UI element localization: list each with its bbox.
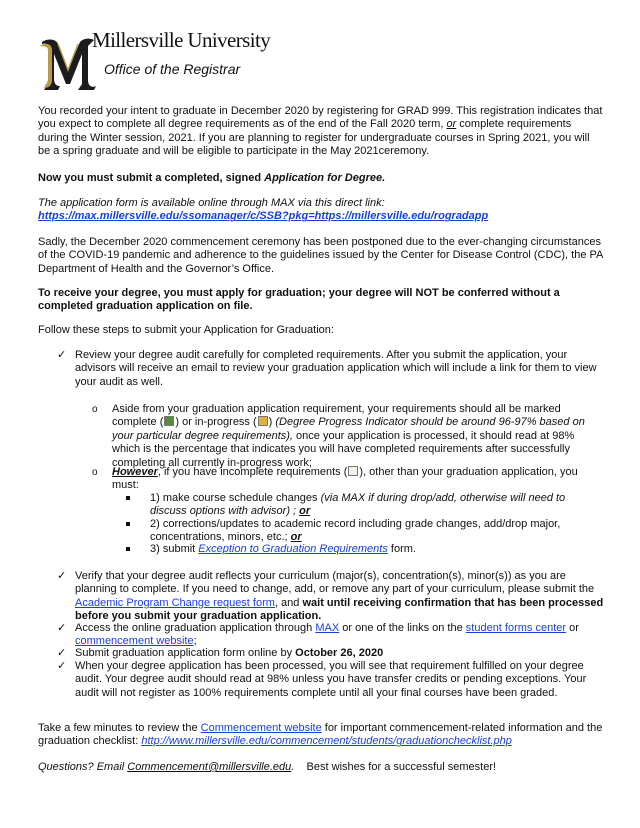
step-access-text-b: or one of the links on the xyxy=(339,622,466,634)
square-bullet-icon xyxy=(126,547,130,551)
checkmark-icon: ✓ xyxy=(57,622,67,634)
step-access-application xyxy=(57,622,605,649)
square-bullet-icon xyxy=(126,522,130,526)
option-schedule-changes xyxy=(150,492,600,519)
sub1-text-b: ) or in-progress ( xyxy=(175,416,257,429)
exception-form-link[interactable]: Exception to Graduation Requirements xyxy=(198,543,388,555)
university-name: Millersville University xyxy=(92,28,271,52)
option2-text: 2) corrections/updates to academic record including grade changes, add/drop major, concentrations, minors, etc.; xyxy=(150,518,561,544)
sub-item-incomplete xyxy=(92,466,605,493)
sub-item-requirements-complete xyxy=(92,403,605,470)
option2-or: or xyxy=(290,531,302,544)
submit-paragraph xyxy=(38,172,604,185)
intent-or: or xyxy=(446,118,457,131)
option-record-corrections xyxy=(150,518,600,545)
intent-text-b: complete requirements during the Winter session, 2021. If you are planning to register for undergraduate courses in Spring 2021, you will be a spring graduate and will be eligible to participate in the May 2021ceremony. xyxy=(38,118,590,158)
sub2-text-a: , if you have incomplete requirements ( xyxy=(157,466,348,478)
option1-note: (via MAX if during drop/add, otherwise will need to discuss options with advisor) ; xyxy=(150,492,566,518)
step-verify-text-a: Verify that your degree audit reflects your curriculum (major(s), concentration(s), minor(s)) as you are planning to complete. If you need to change, add, or remove any part of your curriculum, please submit the xyxy=(75,570,595,596)
commencement-email-link[interactable]: Commencement@millersville.edu xyxy=(127,761,292,773)
step-submit-deadline xyxy=(57,647,605,660)
checkmark-icon: ✓ xyxy=(57,647,67,659)
step-verify-wait-note: wait until receiving confirmation that has been processed before you submit your graduation application. xyxy=(75,596,604,623)
intent-paragraph xyxy=(38,105,604,159)
questions-period: . xyxy=(291,761,295,773)
option1-or: or xyxy=(299,505,311,518)
circle-bullet-icon: o xyxy=(92,404,98,415)
step-processed-text: When your degree application has been processed, you will see that requirement fulfilled on your degree audit. Your degree audit should read at 98% unless you have transfer credits or pending exceptions. Your audit will not register as 100% requirements complete until all your final courses have been graded. xyxy=(75,660,587,699)
step-verify-text-b: , and xyxy=(274,596,303,609)
step-review-audit xyxy=(57,349,605,389)
application-direct-link[interactable]: https://max.millersville.edu/ssomanager/c/SSB?pkg=https://millersville.edu/rogradapp xyxy=(38,210,489,223)
submit-deadline-date: October 26, 2020 xyxy=(295,647,384,659)
step-processed xyxy=(57,660,605,700)
option-exception-form xyxy=(150,543,600,556)
step-submit-text: Submit graduation application form online by xyxy=(75,647,296,659)
office-name: Office of the Registrar xyxy=(104,61,241,77)
university-logo-icon xyxy=(38,36,100,92)
submit-text: Now you must submit a completed, signed xyxy=(38,172,265,184)
follow-steps-paragraph: Follow these steps to submit your Application for Graduation: xyxy=(38,324,334,336)
commencement-info-paragraph xyxy=(38,722,604,749)
postponed-paragraph: Sadly, the December 2020 commencement ceremony has been postponed due to the ever-changing circumstances of the COVID-19 pandemic and adherence to the guidelines issued by the Center for Disease Control (CDC), the PA Department of Health and the Governor’s Office. xyxy=(38,236,603,275)
incomplete-box-icon xyxy=(348,466,358,476)
sub1-text-c: ) xyxy=(268,416,276,429)
student-forms-center-link[interactable]: student forms center xyxy=(465,622,567,634)
commencement-website-link-2[interactable]: Commencement website xyxy=(200,722,322,734)
max-link[interactable]: MAX xyxy=(315,622,340,634)
commencement-website-link[interactable]: commencement website xyxy=(75,635,194,648)
intent-text-a: You recorded your intent to graduate in December 2020 by registering for GRAD 999. This registration indicates that you expect to complete all degree requirements as of the end of the Fall 2020 term, xyxy=(38,105,603,131)
sub1-progress-note: (Degree Progress Indicator should be around 96-97% based on your particular degree requirements), xyxy=(112,416,585,442)
in-progress-icon xyxy=(258,416,268,426)
step-review-audit-text: Review your degree audit carefully for completed requirements. After you submit the application, your advisors will receive an email to review your graduation application which will include a link for them to view your audit as well. xyxy=(75,349,597,388)
option3-text-a: 3) submit xyxy=(150,543,199,555)
program-change-form-link[interactable]: Academic Program Change request form xyxy=(75,596,275,609)
degree-warning-paragraph: To receive your degree, you must apply for graduation; your degree will NOT be conferred without a completed graduation application on file. xyxy=(38,287,560,313)
checkmark-icon: ✓ xyxy=(57,349,67,361)
graduation-checklist-link[interactable]: http://www.millersville.edu/commencement/students/graduationchecklist.php xyxy=(141,735,512,748)
sub1-text-a: Aside from your graduation application requirement, your requirements should all be marked complete ( xyxy=(112,403,561,429)
closing-text-b: for important commencement-related information and the graduation checklist: xyxy=(38,722,603,748)
closing-text-a: Take a few minutes to review the xyxy=(38,722,201,734)
questions-paragraph xyxy=(38,761,604,774)
best-wishes-text: Best wishes for a successful semester! xyxy=(294,761,497,773)
step-verify-curriculum xyxy=(57,570,605,624)
complete-check-icon xyxy=(164,416,174,426)
step-access-text-a: Access the online graduation application through xyxy=(75,622,316,634)
square-bullet-icon xyxy=(126,496,130,500)
however-label: However xyxy=(112,466,158,478)
submit-form-name: Application for Degree. xyxy=(264,172,386,184)
sub1-text-d: once your application is processed, it should read at 98% which is the percentage that indicates you will have completed requirements after successfully completing all currently in-progress work; xyxy=(112,429,575,469)
sub2-text-b: ), other than your graduation application, you must: xyxy=(112,466,578,492)
checkmark-icon: ✓ xyxy=(57,570,67,582)
questions-label: Questions? Email xyxy=(38,761,128,773)
application-link-paragraph xyxy=(38,197,604,224)
checkmark-icon: ✓ xyxy=(57,660,67,672)
step-access-text-c: or xyxy=(566,622,579,634)
option1-text: 1) make course schedule changes xyxy=(150,492,321,504)
step-access-text-d: ; xyxy=(193,635,197,648)
option3-text-b: form. xyxy=(387,543,416,555)
application-link-intro: The application form is available online through MAX via this direct link: xyxy=(38,197,385,209)
circle-bullet-icon: o xyxy=(92,467,98,478)
